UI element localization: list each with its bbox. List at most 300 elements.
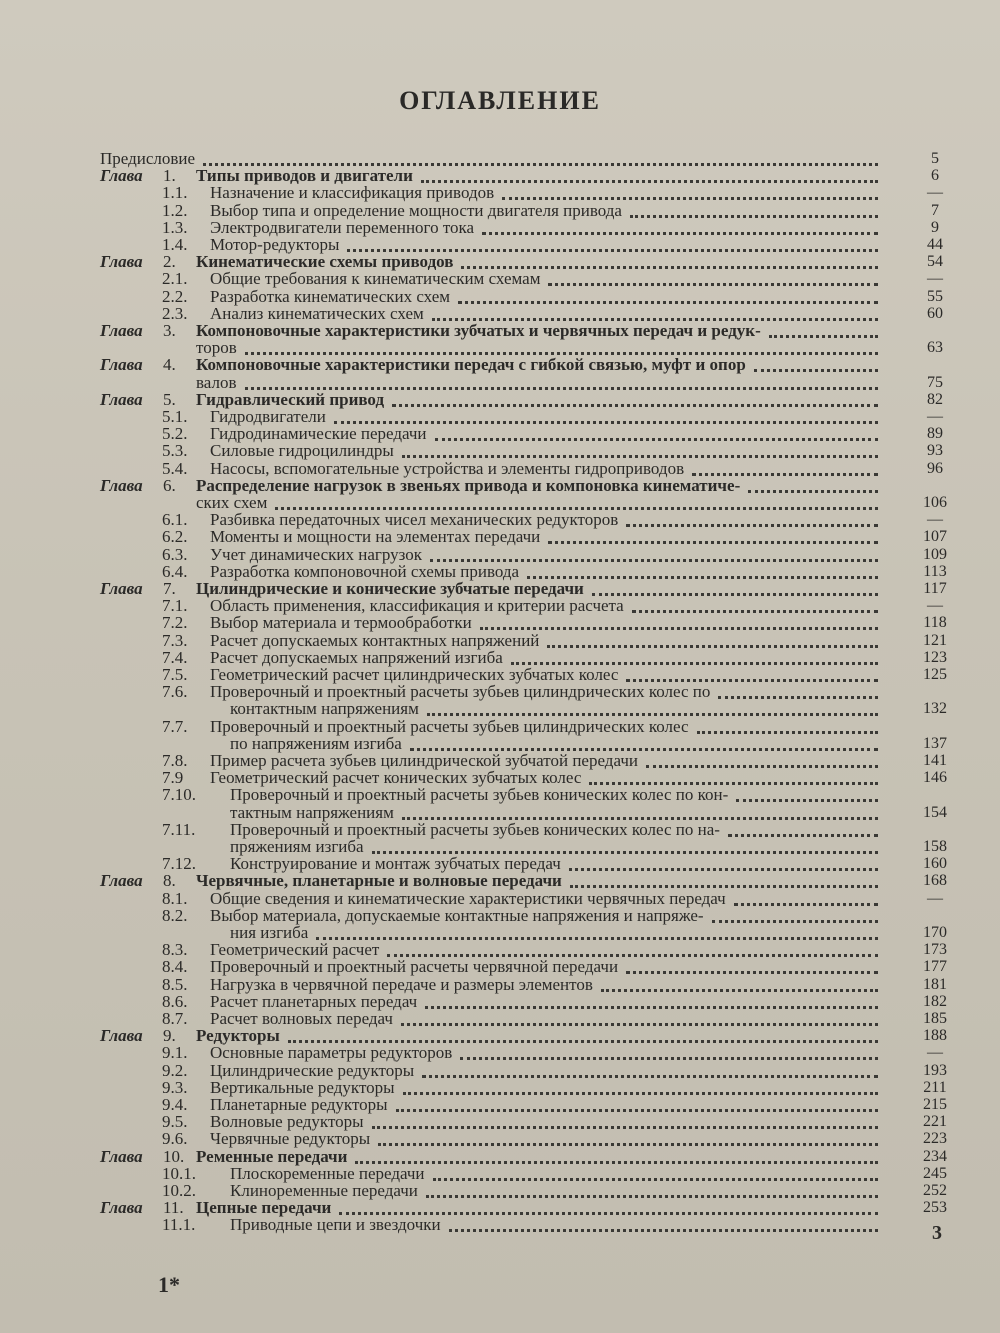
entry-title: Червячные, планетарные и волновые передачи (196, 871, 562, 890)
dot-leader (316, 933, 878, 940)
toc-section-entry (162, 425, 427, 442)
chapter-number: 8. (163, 871, 176, 890)
entry-title: Проверочный и проектный расчеты зубьев конических колес по кон- (230, 785, 729, 804)
dot-leader (646, 761, 878, 768)
toc-section-entry (162, 890, 726, 907)
toc-chapter-entry (100, 391, 384, 408)
toc-chapter-entry (100, 167, 413, 184)
section-number: 9.3. (162, 1078, 188, 1097)
toc-section-entry (162, 769, 581, 786)
toc-section-entry (162, 958, 618, 975)
dot-leader (632, 606, 878, 613)
toc-section-entry (162, 666, 618, 683)
dot-leader (458, 297, 878, 304)
dot-leader (570, 881, 878, 888)
dot-leader (355, 1157, 878, 1164)
entry-title: Типы приводов и двигатели (196, 166, 413, 185)
entry-title: Волновые редукторы (210, 1112, 364, 1131)
entry-title: Проверочный и проектный расчеты зубьев цилиндрических колес по (210, 682, 711, 701)
toc-section-entry (162, 1130, 370, 1147)
chapter-number: 4. (163, 355, 176, 374)
entry-title: тактным напряжениям (230, 803, 394, 822)
chapter-number: 6. (163, 476, 176, 495)
chapter-number: 9. (163, 1026, 176, 1045)
entry-title: Силовые гидроцилиндры (210, 441, 394, 460)
entry-page-number: — (927, 597, 943, 614)
entry-title: Нагрузка в червячной передаче и размеры элементов (210, 975, 593, 994)
entry-page-number: 252 (923, 1182, 947, 1199)
chapter-number: 10. (163, 1147, 185, 1166)
toc-chapter-entry (100, 253, 453, 270)
dot-leader (511, 658, 878, 665)
entry-title: Предисловие (100, 149, 196, 168)
entry-page-number: 137 (923, 735, 947, 752)
entry-page-number: — (927, 184, 943, 201)
entry-page-number: 89 (927, 425, 943, 442)
entry-title: Разработка кинематических схем (210, 287, 451, 306)
toc-section-entry (162, 1096, 388, 1113)
dot-leader (403, 1088, 878, 1095)
toc-section-entry (162, 1216, 441, 1233)
page-number: 3 (932, 1222, 942, 1244)
dot-leader (203, 159, 878, 166)
entry-page-number: 109 (923, 546, 947, 563)
toc-chapter-entry (100, 1199, 331, 1216)
section-number: 9.2. (162, 1061, 188, 1080)
toc-chapter-entry (100, 1027, 280, 1044)
dot-leader (347, 245, 878, 252)
chapter-label: Глава (100, 579, 143, 598)
entry-title: Планетарные редукторы (210, 1095, 388, 1114)
section-number: 9.4. (162, 1095, 188, 1114)
entry-title: ния изгиба (230, 923, 309, 942)
toc-section-entry (162, 1182, 418, 1199)
section-number: 5.4. (162, 459, 188, 478)
entry-title: Червячные редукторы (210, 1129, 371, 1148)
toc-section-entry (162, 752, 638, 769)
toc-section-entry (162, 528, 540, 545)
section-number: 1.1. (162, 183, 188, 202)
section-number: 9.1. (162, 1043, 188, 1062)
chapter-label: Глава (100, 1198, 143, 1217)
toc-section-entry (162, 683, 710, 700)
entry-title: контактным напряжениям (230, 699, 419, 718)
toc-section-entry (162, 993, 417, 1010)
toc-section-entry (100, 150, 195, 167)
entry-title: Разработка компоновочной схемы привода (210, 562, 520, 581)
entry-page-number: 193 (923, 1062, 947, 1079)
toc-section-entry (230, 804, 394, 821)
section-number: 9.6. (162, 1129, 188, 1148)
toc-section-entry (162, 1079, 395, 1096)
entry-page-number: 55 (927, 288, 943, 305)
dot-leader (754, 365, 878, 372)
chapter-label: Глава (100, 390, 143, 409)
entry-page-number: 253 (923, 1199, 947, 1216)
entry-title: Кинематические схемы приводов (196, 252, 454, 271)
entry-page-number: — (927, 270, 943, 287)
entry-title: Компоновочные характеристики зубчатых и червячных передач и редук- (196, 321, 761, 340)
dot-leader (288, 1036, 878, 1043)
section-number: 1.3. (162, 218, 188, 237)
section-number: 5.3. (162, 441, 188, 460)
entry-page-number: 141 (923, 752, 947, 769)
entry-page-number: 181 (923, 976, 947, 993)
chapter-number: 3. (163, 321, 176, 340)
entry-page-number: 211 (923, 1079, 947, 1096)
entry-title: Мотор-редукторы (210, 235, 340, 254)
section-number: 2.2. (162, 287, 188, 306)
entry-title: Общие сведения и кинематические характеристики червячных передач (210, 889, 726, 908)
toc-section-entry (230, 735, 402, 752)
section-number: 6.3. (162, 545, 188, 564)
entry-page-number: 182 (923, 993, 947, 1010)
section-number: 8.4. (162, 957, 188, 976)
entry-page-number: — (927, 890, 943, 907)
entry-title: Учет динамических нагрузок (210, 545, 422, 564)
entry-title: валов (196, 373, 237, 392)
signature-mark: 1* (158, 1272, 180, 1297)
entry-page-number: 82 (927, 391, 943, 408)
entry-page-number: 106 (923, 494, 947, 511)
section-number: 7.10. (162, 785, 196, 804)
dot-leader (402, 813, 878, 820)
dot-leader (548, 279, 878, 286)
dot-leader (692, 469, 878, 476)
entry-title: Приводные цепи и звездочки (230, 1215, 441, 1234)
entry-page-number: 121 (923, 632, 947, 649)
dot-leader (275, 503, 878, 510)
entry-page-number: 185 (923, 1010, 947, 1027)
entry-title: Электродвигатели переменного тока (210, 218, 475, 237)
section-number: 1.4. (162, 235, 188, 254)
toc-section-entry (162, 460, 684, 477)
section-number: 6.1. (162, 510, 188, 529)
dot-leader (430, 555, 878, 562)
dot-leader (527, 572, 878, 579)
entry-page-number: 221 (923, 1113, 947, 1130)
chapter-label: Глава (100, 321, 143, 340)
dot-leader (548, 537, 878, 544)
entry-page-number: 125 (923, 666, 947, 683)
entry-title: Гидродинамические передачи (210, 424, 427, 443)
dot-leader (422, 1071, 878, 1078)
section-number: 8.3. (162, 940, 188, 959)
toc-section-entry (162, 907, 704, 924)
entry-page-number: 117 (923, 580, 947, 597)
entry-page-number: 245 (923, 1165, 947, 1182)
toc-chapter-entry (100, 872, 562, 889)
entry-title: Клиноременные передачи (230, 1181, 418, 1200)
section-number: 8.2. (162, 906, 188, 925)
toc-section-entry (162, 202, 622, 219)
dot-leader (736, 795, 878, 802)
toc-chapter-entry (100, 322, 761, 339)
entry-title: Пример расчета зубьев цилиндрической зубчатой передачи (210, 751, 638, 770)
toc-chapter-entry (100, 477, 740, 494)
toc-section-entry (162, 442, 394, 459)
chapter-number: 2. (163, 252, 176, 271)
dot-leader (592, 589, 878, 596)
entry-title: Конструирование и монтаж зубчатых передач (230, 854, 561, 873)
dot-leader (630, 211, 878, 218)
toc-section-entry (162, 649, 503, 666)
toc-section-entry (162, 288, 450, 305)
toc-section-entry (162, 614, 472, 631)
entry-title: Расчет допускаемых напряжений изгиба (210, 648, 503, 667)
entry-title: Редукторы (196, 1026, 280, 1045)
chapter-label: Глава (100, 252, 143, 271)
toc-section-entry (162, 184, 494, 201)
dot-leader (435, 434, 878, 441)
chapter-number: 11. (163, 1198, 184, 1217)
section-number: 7.3. (162, 631, 188, 650)
entry-title: Насосы, вспомогательные устройства и элементы гидроприводов (210, 459, 685, 478)
toc-section-entry (196, 494, 267, 511)
entry-title: Основные параметры редукторов (210, 1043, 453, 1062)
entry-title: Расчет планетарных передач (210, 992, 418, 1011)
entry-title: ских схем (196, 493, 268, 512)
entry-title: Распределение нагрузок в звеньях привода и компоновка кинематиче- (196, 476, 741, 495)
toc-chapter-entry (100, 356, 746, 373)
toc-section-entry (162, 563, 519, 580)
dot-leader (392, 400, 878, 407)
toc-section-entry (162, 786, 728, 803)
entry-title: Моменты и мощности на элементах передачи (210, 527, 541, 546)
toc-section-entry (162, 718, 689, 735)
dot-leader (569, 864, 878, 871)
entry-page-number: 118 (923, 614, 947, 631)
entry-page-number: 154 (923, 804, 947, 821)
toc-section-entry (162, 1113, 364, 1130)
section-number: 6.4. (162, 562, 188, 581)
dot-leader (449, 1225, 878, 1232)
entry-title: Проверочный и проектный расчеты зубьев конических колес по на- (230, 820, 720, 839)
chapter-label: Глава (100, 355, 143, 374)
dot-leader (712, 916, 878, 923)
entry-title: торов (196, 338, 237, 357)
dot-leader (718, 692, 878, 699)
dot-leader (626, 675, 878, 682)
section-number: 7.5. (162, 665, 188, 684)
entry-page-number: 168 (923, 872, 947, 889)
entry-page-number: 6 (931, 167, 939, 184)
entry-title: Выбор типа и определение мощности двигателя привода (210, 201, 622, 220)
toc-section-entry (230, 838, 364, 855)
entry-page-number: 173 (923, 941, 947, 958)
section-number: 7.11. (162, 820, 196, 839)
dot-leader (626, 520, 878, 527)
section-number: 2.3. (162, 304, 188, 323)
entry-page-number: 93 (927, 442, 943, 459)
entry-page-number: 5 (931, 150, 939, 167)
dot-leader (378, 1139, 878, 1146)
toc-section-entry (162, 941, 379, 958)
entry-page-number: 223 (923, 1130, 947, 1147)
dot-leader (387, 950, 878, 957)
entry-page-number: 107 (923, 528, 947, 545)
chapter-label: Глава (100, 1026, 143, 1045)
toc-section-entry (230, 924, 308, 941)
entry-title: Цепные передачи (196, 1198, 332, 1217)
chapter-number: 5. (163, 390, 176, 409)
section-number: 1.2. (162, 201, 188, 220)
dot-leader (697, 727, 878, 734)
toc-section-entry (162, 1010, 393, 1027)
section-number: 8.1. (162, 889, 188, 908)
toc-chapter-entry (100, 580, 584, 597)
entry-title: Цилиндрические и конические зубчатые передачи (196, 579, 584, 598)
dot-leader (372, 847, 878, 854)
entry-title: Вертикальные редукторы (210, 1078, 395, 1097)
entry-title: по напряжениям изгиба (230, 734, 402, 753)
toc-section-entry (162, 855, 561, 872)
dot-leader (547, 641, 878, 648)
dot-leader (426, 1191, 878, 1198)
entry-title: Ременные передачи (196, 1147, 348, 1166)
dot-leader (396, 1105, 878, 1112)
toc-section-entry (162, 546, 422, 563)
dot-leader (728, 830, 878, 837)
entry-page-number: 215 (923, 1096, 947, 1113)
toc-section-entry (162, 236, 339, 253)
toc-section-entry (162, 511, 618, 528)
section-number: 7.7. (162, 717, 188, 736)
toc-section-entry (162, 1044, 452, 1061)
section-number: 7.4. (162, 648, 188, 667)
dot-leader (402, 451, 878, 458)
toc-section-entry (162, 976, 593, 993)
toc-chapter-entry (100, 1148, 347, 1165)
toc-section-entry (162, 270, 540, 287)
entry-page-number: 158 (923, 838, 947, 855)
entry-page-number: 7 (931, 202, 939, 219)
entry-title: Выбор материала и термообработки (210, 613, 472, 632)
toc-section-entry (162, 597, 624, 614)
chapter-label: Глава (100, 1147, 143, 1166)
toc-section-entry (162, 1062, 414, 1079)
entry-title: Цилиндрические редукторы (210, 1061, 415, 1080)
entry-title: Область применения, классификация и критерии расчета (210, 596, 624, 615)
entry-page-number: 188 (923, 1027, 947, 1044)
entry-title: Разбивка передаточных чисел механических редукторов (210, 510, 619, 529)
section-number: 2.1. (162, 269, 188, 288)
section-number: 8.5. (162, 975, 188, 994)
entry-page-number: 132 (923, 700, 947, 717)
dot-leader (734, 899, 878, 906)
dot-leader (502, 193, 878, 200)
entry-title: Геометрический расчет цилиндрических зубчатых колес (210, 665, 619, 684)
chapter-label: Глава (100, 476, 143, 495)
dot-leader (460, 1053, 878, 1060)
section-number: 10.2. (162, 1181, 196, 1200)
toc-section-entry (162, 821, 720, 838)
dot-leader (245, 383, 878, 390)
dot-leader (334, 417, 878, 424)
dot-leader (410, 744, 878, 751)
section-number: 5.1. (162, 407, 188, 426)
entry-title: Проверочный и проектный расчеты зубьев цилиндрических колес (210, 717, 689, 736)
entry-page-number: 170 (923, 924, 947, 941)
chapter-number: 1. (163, 166, 176, 185)
section-number: 7.8. (162, 751, 188, 770)
entry-title: Выбор материала, допускаемые контактные напряжения и напряже- (210, 906, 704, 925)
page-title: ОГЛАВЛЕНИЕ (399, 86, 601, 115)
chapter-number: 7. (163, 579, 176, 598)
dot-leader (339, 1208, 878, 1215)
entry-title: Общие требования к кинематическим схемам (210, 269, 541, 288)
dot-leader (427, 709, 878, 716)
section-number: 9.5. (162, 1112, 188, 1131)
section-number: 11.1. (162, 1215, 196, 1234)
section-number: 6.2. (162, 527, 188, 546)
dot-leader (433, 1174, 878, 1181)
entry-page-number: 234 (923, 1148, 947, 1165)
dot-leader (432, 314, 878, 321)
toc-section-entry (196, 374, 237, 391)
chapter-label: Глава (100, 871, 143, 890)
entry-page-number: 54 (927, 253, 943, 270)
dot-leader (482, 228, 878, 235)
section-number: 7.1. (162, 596, 188, 615)
toc-section-entry (230, 700, 419, 717)
section-number: 8.6. (162, 992, 188, 1011)
dot-leader (601, 985, 878, 992)
entry-title: Расчет волновых передач (210, 1009, 393, 1028)
dot-leader (372, 1122, 878, 1129)
toc-section-entry (162, 305, 424, 322)
section-number: 10.1. (162, 1164, 196, 1183)
dot-leader (480, 623, 878, 630)
entry-title: Гидродвигатели (210, 407, 326, 426)
entry-title: Геометрический расчет (210, 940, 380, 959)
section-number: 7.12. (162, 854, 196, 873)
entry-page-number: 146 (923, 769, 947, 786)
entry-page-number: 9 (931, 219, 939, 236)
entry-title: Проверочный и проектный расчеты червячной передачи (210, 957, 619, 976)
toc-section-entry (162, 1165, 425, 1182)
toc-section-entry (162, 408, 326, 425)
section-number: 7.6. (162, 682, 188, 701)
entry-page-number: — (927, 1044, 943, 1061)
dot-leader (626, 967, 878, 974)
toc-section-entry (162, 219, 474, 236)
entry-page-number: 160 (923, 855, 947, 872)
entry-page-number: 123 (923, 649, 947, 666)
entry-title: Расчет допускаемых контактных напряжений (210, 631, 540, 650)
entry-page-number: 96 (927, 460, 943, 477)
entry-title: Гидравлический привод (196, 390, 385, 409)
entry-title: Анализ кинематических схем (210, 304, 424, 323)
entry-page-number: — (927, 408, 943, 425)
dot-leader (401, 1019, 878, 1026)
entry-title: Плоскоременные передачи (230, 1164, 425, 1183)
entry-page-number: 75 (927, 374, 943, 391)
section-number: 7.9 (162, 768, 184, 787)
dot-leader (461, 262, 878, 269)
entry-page-number: 60 (927, 305, 943, 322)
dot-leader (589, 778, 878, 785)
entry-title: Геометрический расчет конических зубчатых колес (210, 768, 582, 787)
toc-section-entry (196, 339, 237, 356)
dot-leader (421, 176, 878, 183)
entry-title: Компоновочные характеристики передач с гибкой связью, муфт и опор (196, 355, 746, 374)
dot-leader (769, 331, 878, 338)
toc-section-entry (162, 632, 539, 649)
entry-title: пряжениям изгиба (230, 837, 364, 856)
section-number: 5.2. (162, 424, 188, 443)
dot-leader (748, 486, 878, 493)
